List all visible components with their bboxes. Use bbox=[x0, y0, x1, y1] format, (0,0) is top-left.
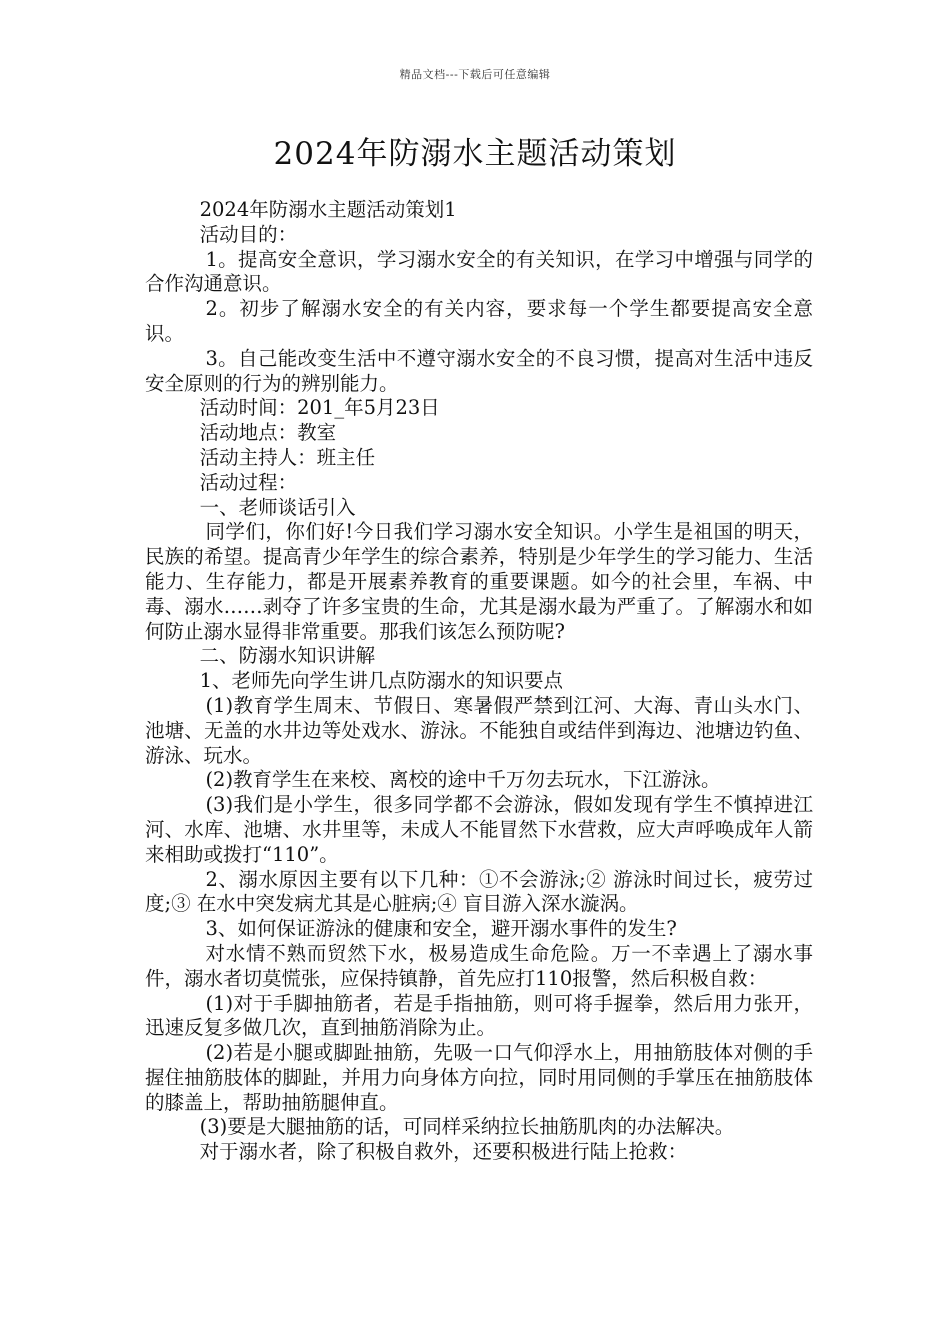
paragraph: (1)对于手脚抽筋者，若是手指抽筋，则可将手握拳，然后用力张开，迅速反复多做几次，直到抽筋消除为止。 bbox=[145, 991, 813, 1040]
paragraph: 活动地点：教室 bbox=[199, 421, 337, 445]
paragraph: 活动时间：201_年5月23日 bbox=[199, 396, 440, 420]
paragraph: (2)若是小腿或脚趾抽筋，先吸一口气仰浮水上，用抽筋肢体对侧的手握住抽筋肢体的脚趾，并用力向身体方向拉，同时用同侧的手掌压在抽筋肢体的膝盖上，帮助抽筋腿伸直。 bbox=[145, 1041, 813, 1114]
paragraph: 3。自己能改变生活中不遵守溺水安全的不良习惯，提高对生活中违反安全原则的行为的辨别能力。 bbox=[145, 346, 813, 395]
paragraph: 活动过程： bbox=[199, 470, 298, 494]
paragraph: 活动主持人：班主任 bbox=[199, 445, 376, 469]
paragraph: 2、溺水原因主要有以下几种：①不会游泳;② 游泳时间过长，疲劳过度;③ 在水中突发病尤其是心脏病;④ 盲目游入深水漩涡。 bbox=[145, 867, 813, 916]
paragraph: 1、老师先向学生讲几点防溺水的知识要点 bbox=[199, 669, 564, 693]
paragraph: 活动目的： bbox=[199, 222, 298, 246]
paragraph: (3)要是大腿抽筋的话，可同样采纳拉长抽筋肌肉的办法解决。 bbox=[199, 1115, 735, 1139]
header-note: 精品文档---下载后可任意编辑 bbox=[399, 68, 551, 81]
paragraph: (3)我们是小学生，很多同学都不会游泳，假如发现有学生不慎掉进江河、水库、池塘、水井里等，未成人不能冒然下水营救，应大声呼唤成年人箭来相助或拨打“110”。 bbox=[145, 793, 813, 866]
paragraph: 对水情不熟而贸然下水，极易造成生命危险。万一不幸遇上了溺水事件，溺水者切莫慌张，应保持镇静，首先应打110报警，然后积极自救： bbox=[145, 941, 813, 990]
paragraph: 对于溺水者，除了积极自救外，还要积极进行陆上抢救： bbox=[199, 1140, 688, 1164]
paragraph: 3、如何保证游泳的健康和安全，避开溺水事件的发生? bbox=[205, 917, 677, 941]
document-body bbox=[145, 198, 813, 1165]
paragraph: 2。初步了解溺水安全的有关内容，要求每一个学生都要提高安全意识。 bbox=[145, 297, 813, 345]
section-heading: 二、防溺水知识讲解 bbox=[199, 644, 376, 668]
paragraph: 同学们，你们好!今日我们学习溺水安全知识。小学生是祖国的明天，民族的希望。提高青少年学生的综合素养，特别是少年学生的学习能力、生活能力、生存能力，都是开展素养教育的重要课题。如今的社会里，车祸、中毒、溺水……剥夺了许多宝贵的生命，尤其是溺水最为严重了。了解溺水和如何防止溺水显得非常重要。那我们该怎么预防呢? bbox=[145, 520, 813, 643]
subtitle-paragraph: 2024年防溺水主题活动策划1 bbox=[199, 198, 457, 221]
paragraph: (2)教育学生在来校、离校的途中千万勿去玩水，下江游泳。 bbox=[205, 768, 721, 792]
paragraph: (1)教育学生周末、节假日、寒暑假严禁到江河、大海、青山头水门、池塘、无盖的水井边等处戏水、游泳。不能独自或结伴到海边、池塘边钓鱼、游泳、玩水。 bbox=[145, 693, 813, 767]
document-title: 2024年防溺水主题活动策划 bbox=[273, 136, 677, 172]
paragraph: 1。提高安全意识，学习溺水安全的有关知识，在学习中增强与同学的合作沟通意识。 bbox=[145, 247, 813, 296]
section-heading: 一、老师谈话引入 bbox=[199, 495, 356, 519]
